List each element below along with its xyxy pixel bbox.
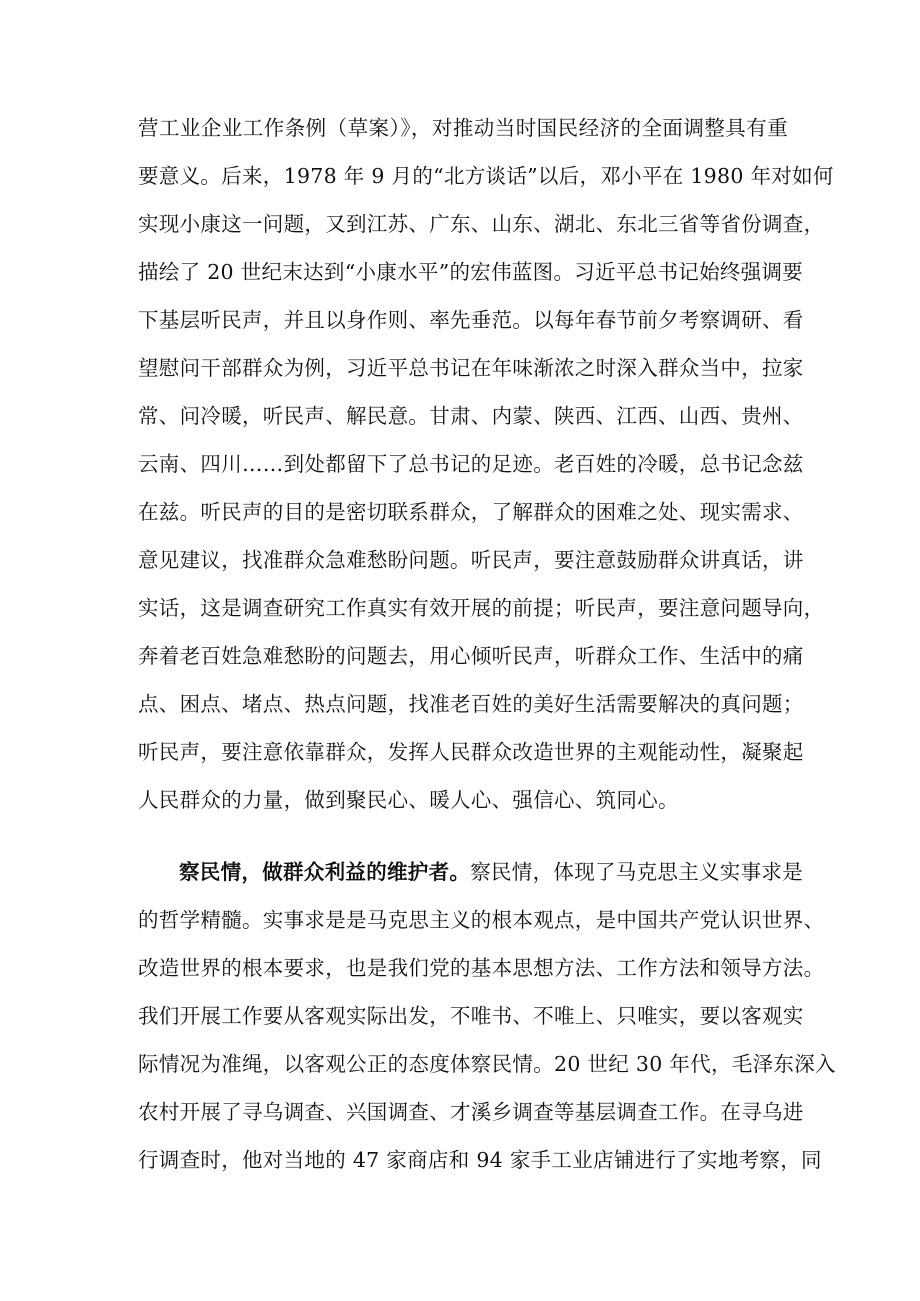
text-line: 下基层听民声，并且以身作则、率先垂范。以每年春节前夕考察调研、看 xyxy=(138,308,804,332)
text-line: 实话，这是调查研究工作真实有效开展的前提；听民声，要注意问题导向， xyxy=(138,596,825,620)
text-line: 的哲学精髓。实事求是是马克思主义的根本观点，是中国共产党认识世界、 xyxy=(138,908,825,932)
text-line: 在兹。听民声的目的是密切联系群众，了解群众的困难之处、现实需求、 xyxy=(138,500,804,524)
text-line: 点、困点、堵点、热点问题，找准老百姓的美好生活需要解决的真问题； xyxy=(138,692,804,716)
text-line: 云南、四川……到处都留下了总书记的足迹。老百姓的冷暖，总书记念兹 xyxy=(138,452,804,476)
text-line: 奔着老百姓急难愁盼的问题去，用心倾听民声，听群众工作、生活中的痛 xyxy=(138,644,804,668)
text-line: 营工业企业工作条例（草案）》，对推动当时国民经济的全面调整具有重 xyxy=(138,116,788,140)
text-line: 农村开展了寻乌调查、兴国调查、才溪乡调查等基层调查工作。在寻乌进 xyxy=(138,1100,804,1124)
text-line: 要意义。后来，1978 年 9 月的“北方谈话”以后，邓小平在 1980 年对如何 xyxy=(138,164,834,188)
text-line: 行调查时，他对当地的 47 家商店和 94 家手工业店铺进行了实地考察，同 xyxy=(138,1148,822,1172)
paragraph-first-line xyxy=(179,848,804,896)
text-line: 望慰问干部群众为例，习近平总书记在年味渐浓之时深入群众当中，拉家 xyxy=(138,356,804,380)
text-line: 听民声，要注意依靠群众，发挥人民群众改造世界的主观能动性，凝聚起 xyxy=(138,740,804,764)
text-line: 常、问冷暖，听民声、解民意。甘肃、内蒙、陕西、江西、山西、贵州、 xyxy=(138,404,804,428)
text-line: 际情况为准绳，以客观公正的态度体察民情。20 世纪 30 年代，毛泽东深入 xyxy=(138,1052,836,1076)
text-line: 人民群众的力量，做到聚民心、暖人心、强信心、筑同心。 xyxy=(138,788,679,812)
text-line: 意见建议，找准群众急难愁盼问题。听民声，要注意鼓励群众讲真话，讲 xyxy=(138,548,804,572)
text-line: 改造世界的根本要求，也是我们党的基本思想方法、工作方法和领导方法。 xyxy=(138,956,825,980)
text-line: 我们开展工作要从客观实际出发，不唯书、不唯上、只唯实，要以客观实 xyxy=(138,1004,804,1028)
text-line: 实现小康这一问题，又到江苏、广东、山东、湖北、东北三省等省份调查， xyxy=(138,212,825,236)
paragraph-heading: 察民情，做群众利益的维护者。 xyxy=(179,860,471,884)
paragraph-heading-rest: 察民情，体现了马克思主义实事求是 xyxy=(470,860,804,884)
text-line: 描绘了 20 世纪末达到“小康水平”的宏伟蓝图。习近平总书记始终强调要 xyxy=(138,260,804,284)
